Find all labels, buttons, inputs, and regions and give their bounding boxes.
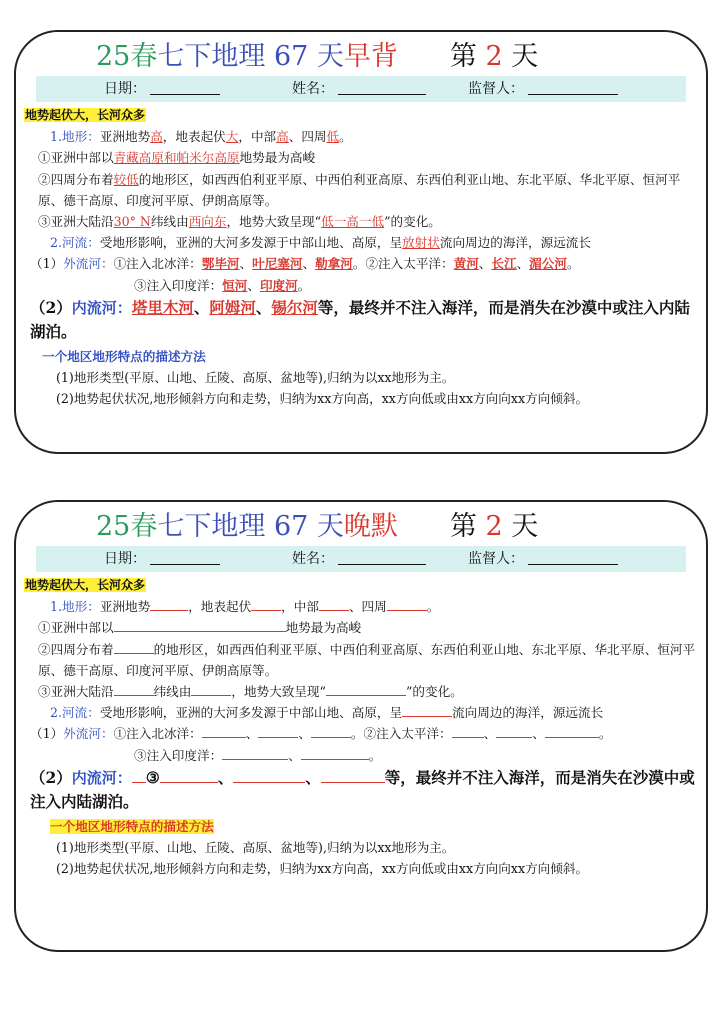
title-day-prefix: 第 bbox=[449, 41, 477, 72]
title-day-suffix: 天 bbox=[511, 511, 539, 542]
supervisor-label: 监督人： bbox=[468, 81, 524, 97]
blank-field[interactable] bbox=[114, 617, 286, 632]
title-mode: 早背 bbox=[343, 41, 398, 72]
blank-field[interactable] bbox=[301, 745, 369, 760]
rivers-line: 2.河流：受地形影响，亚洲的大河多发源于中部山地、高原，呈 流向周边的海洋，源远流长 bbox=[24, 702, 700, 723]
title-day-prefix: 第 bbox=[449, 511, 477, 542]
evening-body bbox=[24, 574, 700, 879]
title-mode: 晚默 bbox=[343, 511, 398, 542]
title-season: 25春 bbox=[96, 511, 158, 542]
plateau-line: ①亚洲中部以 地势最为高峻 bbox=[24, 617, 700, 638]
method-item-2: (2)地势起伏状况,地形倾斜方向和走势，归纳为xx方向高，xx方向低或由xx方向向xx方向倾斜。 bbox=[56, 391, 589, 407]
blank-field[interactable] bbox=[311, 723, 351, 738]
title-days: 67 天 bbox=[265, 511, 344, 542]
date-label: 日期： bbox=[104, 81, 146, 97]
rivers-line: 2.河流：受地形影响，亚洲的大河多发源于中部山地、高原，呈放射状流向周边的海洋，源远流长 bbox=[50, 235, 591, 251]
title-days: 67 天 bbox=[265, 41, 344, 72]
method-item-1: (1)地形类型(平原、山地、丘陵、高原、盆地等),归纳为以xx地形为主。 bbox=[56, 370, 455, 386]
blank-field[interactable] bbox=[132, 768, 146, 783]
evening-title bbox=[96, 504, 656, 543]
blank-field[interactable] bbox=[114, 639, 154, 654]
name-label: 姓名： bbox=[292, 551, 334, 567]
blank-field[interactable] bbox=[326, 681, 406, 696]
method-title: 一个地区地形特点的描述方法 bbox=[50, 818, 214, 834]
terrain-line: 1.地形：亚洲地势高，地表起伏大，中部高、四周低。 bbox=[50, 129, 352, 145]
date-field[interactable] bbox=[104, 76, 220, 102]
supervisor-field[interactable] bbox=[468, 76, 618, 102]
plateau-line: ①亚洲中部以青藏高原和帕米尔高原地势最为高峻 bbox=[38, 150, 316, 166]
exorheic-line: （1）外流河：①注入北冰洋： 、 、 。②注入太平洋： 、 、 。 bbox=[24, 723, 700, 744]
blank-field[interactable] bbox=[402, 702, 452, 717]
morning-title bbox=[96, 34, 656, 73]
blank-field[interactable] bbox=[452, 723, 484, 738]
indian-ocean-line: ③注入印度洋：恒河、印度河。 bbox=[134, 277, 311, 293]
blank-field[interactable] bbox=[545, 723, 599, 738]
terrain-line: 1.地形：亚洲地势 ，地表起伏 ，中部 、四周 。 bbox=[24, 596, 700, 617]
blank-field[interactable] bbox=[251, 596, 281, 611]
name-label: 姓名： bbox=[292, 81, 334, 97]
blank-field[interactable] bbox=[202, 723, 246, 738]
title-day-number: 2 bbox=[485, 41, 503, 72]
latitude-line: ③亚洲大陆沿 纬线由 ，地势大致呈现“ ”的变化。 bbox=[24, 681, 700, 702]
latitude-line: ③亚洲大陆沿30° N纬线由西向东，地势大致呈现“低一高一低”的变化。 bbox=[38, 214, 441, 230]
blank-field[interactable] bbox=[258, 723, 298, 738]
method-title: 一个地区地形特点的描述方法 bbox=[42, 348, 206, 364]
name-field[interactable] bbox=[292, 546, 426, 572]
date-field[interactable] bbox=[104, 546, 220, 572]
title-day-number: 2 bbox=[485, 511, 503, 542]
blank-field[interactable] bbox=[150, 596, 188, 611]
supervisor-label: 监督人： bbox=[468, 551, 524, 567]
blank-field[interactable] bbox=[191, 681, 231, 696]
morning-card bbox=[14, 30, 708, 454]
morning-info-bar bbox=[36, 76, 686, 102]
evening-info-bar bbox=[36, 546, 686, 572]
title-subject: 七下地理 bbox=[157, 511, 266, 542]
blank-field[interactable] bbox=[319, 596, 349, 611]
lowland-line: ②四周分布着较低的地形区，如西西伯利亚平原、中西伯利亚高原、东西伯利亚山地、东北平原、华北平原、恒河平原、德干高原、印度河平原、伊朗高原等。 bbox=[38, 171, 681, 208]
title-season: 25春 bbox=[96, 41, 158, 72]
supervisor-field[interactable] bbox=[468, 546, 618, 572]
blank-field[interactable] bbox=[114, 681, 154, 696]
name-field[interactable] bbox=[292, 76, 426, 102]
evening-card bbox=[14, 500, 708, 952]
blank-field[interactable] bbox=[387, 596, 427, 611]
method-item-2: (2)地势起伏状况,地形倾斜方向和走势，归纳为xx方向高，xx方向低或由xx方向向xx方向倾斜。 bbox=[56, 861, 589, 877]
section-heading: 地势起伏大，长河众多 bbox=[25, 578, 146, 592]
date-label: 日期： bbox=[104, 551, 146, 567]
exorheic-line: （1）外流河：①注入北冰洋：鄂毕河、叶尼塞河、勒拿河。②注入太平洋：黄河、长江、湄公河。 bbox=[30, 256, 580, 272]
lowland-line: ②四周分布着 的地形区，如西西伯利亚平原、中西伯利亚高原、东西伯利亚山地、东北平原、华北平原、恒河平原、德干高原、印度河平原、伊朗高原等。 bbox=[24, 639, 700, 681]
blank-field[interactable] bbox=[496, 723, 532, 738]
title-day-suffix: 天 bbox=[511, 41, 539, 72]
indian-ocean-line: ③注入印度洋： 、 。 bbox=[24, 745, 700, 766]
blank-field[interactable] bbox=[160, 768, 218, 783]
section-heading: 地势起伏大，长河众多 bbox=[25, 108, 146, 122]
morning-body bbox=[24, 104, 700, 409]
method-item-1: (1)地形类型(平原、山地、丘陵、高原、盆地等),归纳为以xx地形为主。 bbox=[56, 840, 455, 856]
blank-field[interactable] bbox=[222, 745, 288, 760]
endorheic-line: （2）内流河：塔里木河、阿姆河、锡尔河等，最终并不注入海洋，而是消失在沙漠中或注入内陆湖泊。 bbox=[30, 297, 690, 341]
title-subject: 七下地理 bbox=[157, 41, 266, 72]
blank-field[interactable] bbox=[321, 768, 385, 783]
endorheic-line: （2）内流河： ③ 、 、 等，最终并不注入海洋，而是消失在沙漠中或注入内陆湖泊。 bbox=[30, 767, 695, 811]
blank-field[interactable] bbox=[233, 768, 305, 783]
